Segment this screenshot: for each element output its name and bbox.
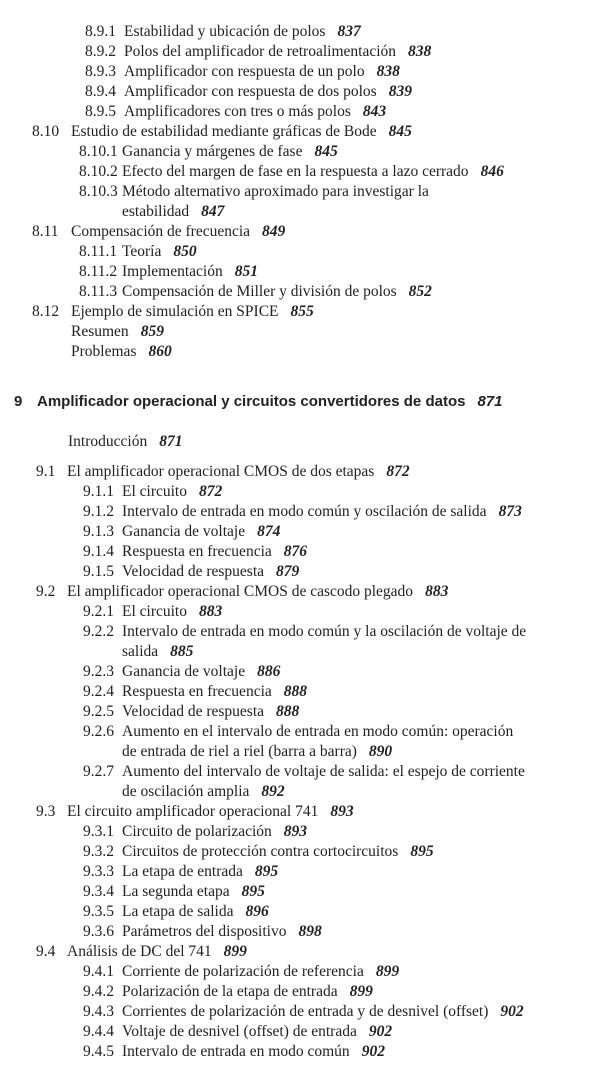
page-number: 902 xyxy=(500,1003,524,1020)
section-number: 9.2.2 xyxy=(83,623,114,640)
toc-entry xyxy=(0,142,600,162)
page-number: 846 xyxy=(480,163,504,180)
page-number: 838 xyxy=(376,63,400,80)
page-number: 883 xyxy=(199,603,223,620)
toc-entry xyxy=(0,182,600,222)
toc-entry xyxy=(0,222,600,242)
page-number: 885 xyxy=(170,643,194,660)
page-number: 843 xyxy=(362,103,387,120)
section-title: Resumen xyxy=(71,323,129,340)
section-title: Ganancia y márgenes de fase xyxy=(122,143,303,160)
page-number: 898 xyxy=(298,923,322,940)
section-title: Respuesta en frecuencia xyxy=(122,683,272,700)
section-title: Amplificador operacional y circuitos convertidores de datos xyxy=(37,393,466,410)
section-number: 9.1 xyxy=(36,463,56,480)
section-number: 8.9.1 xyxy=(85,23,116,40)
section-title-continued: de oscilación amplia xyxy=(122,783,250,800)
section-number: 9.1.4 xyxy=(83,543,114,560)
page-number: 847 xyxy=(201,203,225,220)
section-number: 9.3.6 xyxy=(83,923,114,940)
section-title: Intervalo de entrada en modo común xyxy=(122,1043,350,1060)
section-title: Aumento del intervalo de voltaje de salida: el espejo de corriente xyxy=(122,763,525,780)
toc-entry xyxy=(0,882,600,902)
page-number: 886 xyxy=(257,663,281,680)
page-number: 888 xyxy=(276,703,300,720)
toc-entry xyxy=(0,342,600,362)
section-title: Velocidad de respuesta xyxy=(122,563,265,580)
page-number: 895 xyxy=(241,883,265,900)
page-number: 890 xyxy=(368,743,393,760)
toc-entry xyxy=(0,802,600,822)
section-number: 8.10.3 xyxy=(79,183,118,200)
section-number: 9.1.5 xyxy=(83,563,114,580)
page-number: 895 xyxy=(254,863,279,880)
chapter-heading xyxy=(0,392,600,412)
section-number: 9.4.1 xyxy=(83,963,114,980)
section-title: Compensación de frecuencia xyxy=(71,223,251,240)
section-title: Aumento en el intervalo de entrada en modo común: operación xyxy=(122,723,514,740)
page-number: 895 xyxy=(410,843,434,860)
page-number: 874 xyxy=(257,523,281,540)
toc-entry xyxy=(0,22,600,42)
section-number: 8.9.5 xyxy=(85,103,116,120)
toc-entry xyxy=(0,1042,600,1062)
section-number: 9.2.4 xyxy=(83,683,114,700)
section-title: Implementación xyxy=(122,263,223,280)
page-number: 888 xyxy=(283,683,308,700)
toc-entry xyxy=(0,542,600,562)
section-title: Circuitos de protección contra cortocircuitos xyxy=(122,843,399,860)
section-title: El amplificador operacional CMOS de dos etapas xyxy=(67,463,375,480)
section-number: 9.3.3 xyxy=(83,863,114,880)
section-number: 8.9.3 xyxy=(85,63,116,80)
section-number: 8.11.2 xyxy=(79,263,118,280)
table-of-contents xyxy=(0,22,600,1062)
section-number: 9.1.1 xyxy=(83,483,114,500)
section-title: Parámetros del dispositivo xyxy=(122,923,287,940)
section-title: La etapa de salida xyxy=(122,903,234,920)
section-number: 9.2 xyxy=(36,583,56,600)
section-number: 9.2.3 xyxy=(83,663,114,680)
toc-entry xyxy=(0,432,600,452)
section-title: La segunda etapa xyxy=(122,883,230,900)
section-title: Estudio de estabilidad mediante gráficas de Bode xyxy=(71,123,377,140)
toc-entry xyxy=(0,62,600,82)
section-number: 9.4.4 xyxy=(83,1023,114,1040)
toc-entry xyxy=(0,102,600,122)
section-number: 8.11 xyxy=(32,223,59,240)
toc-entry xyxy=(0,482,600,502)
section-number: 9.2.6 xyxy=(83,723,114,740)
section-number: 9.3.2 xyxy=(83,843,114,860)
section-number: 8.9.2 xyxy=(85,43,116,60)
page-number: 845 xyxy=(314,143,338,160)
toc-entry xyxy=(0,1002,600,1022)
section-title: Intervalo de entrada en modo común y la oscilación de voltaje de xyxy=(122,623,527,640)
page-number: 851 xyxy=(234,263,258,280)
page-number: 883 xyxy=(425,583,449,600)
section-title: El circuito xyxy=(122,603,187,620)
page-number: 837 xyxy=(337,23,361,40)
page-number: 899 xyxy=(349,983,373,1000)
toc-entry xyxy=(0,242,600,262)
section-title-continued: estabilidad xyxy=(122,203,190,220)
section-number: 9.3 xyxy=(36,803,56,820)
section-number: 8.12 xyxy=(32,303,60,320)
page-number: 852 xyxy=(408,283,432,300)
section-number: 8.10 xyxy=(32,123,60,140)
toc-entry xyxy=(0,942,600,962)
section-number: 9.2.7 xyxy=(83,763,114,780)
toc-entry xyxy=(0,762,600,802)
page-number: 860 xyxy=(148,343,172,360)
page-number: 855 xyxy=(290,303,314,320)
section-number: 9 xyxy=(14,393,23,410)
section-title: Intervalo de entrada en modo común y oscilación de salida xyxy=(122,503,487,520)
page-number: 893 xyxy=(330,803,354,820)
section-title-continued: salida xyxy=(122,643,159,660)
page-number: 850 xyxy=(173,243,197,260)
toc-entry xyxy=(0,682,600,702)
page-number: 859 xyxy=(140,323,164,340)
toc-entry xyxy=(0,722,600,762)
toc-entry xyxy=(0,282,600,302)
toc-entry xyxy=(0,902,600,922)
page-number: 871 xyxy=(477,393,503,410)
section-title: Velocidad de respuesta xyxy=(122,703,265,720)
page-number: 872 xyxy=(386,463,410,480)
section-number: 9.4 xyxy=(36,943,56,960)
page-number: 893 xyxy=(283,823,308,840)
page-number: 896 xyxy=(245,903,269,920)
page-number: 892 xyxy=(261,783,285,800)
section-title: Estabilidad y ubicación de polos xyxy=(124,23,326,40)
page-number: 879 xyxy=(276,563,300,580)
page-number: 845 xyxy=(388,123,412,140)
toc-entry xyxy=(0,822,600,842)
section-title: Teoría xyxy=(122,243,162,260)
section-title: Problemas xyxy=(71,343,137,360)
section-number: 8.11.1 xyxy=(79,243,118,260)
section-number: 9.3.4 xyxy=(83,883,114,900)
section-title: Amplificador con respuesta de un polo xyxy=(124,63,365,80)
section-title-continued: de entrada de riel a riel (barra a barra) xyxy=(122,743,357,760)
toc-entry xyxy=(0,622,600,662)
section-title: Respuesta en frecuencia xyxy=(122,543,272,560)
section-number: 9.4.3 xyxy=(83,1003,114,1020)
page-number: 876 xyxy=(283,543,308,560)
section-number: 8.11.3 xyxy=(79,283,118,300)
section-number: 9.2.5 xyxy=(83,703,114,720)
toc-entry xyxy=(0,82,600,102)
page-number: 839 xyxy=(388,83,412,100)
section-title: El circuito xyxy=(122,483,187,500)
section-title: Polos del amplificador de retroalimentación xyxy=(124,43,397,60)
page-number: 899 xyxy=(223,943,247,960)
page-number: 838 xyxy=(408,43,432,60)
toc-entry xyxy=(0,1022,600,1042)
section-title: Voltaje de desnivel (offset) de entrada xyxy=(122,1023,357,1040)
page-number: 902 xyxy=(361,1043,385,1060)
toc-entry xyxy=(0,862,600,882)
section-title: Ejemplo de simulación en SPICE xyxy=(71,303,279,320)
section-title: Ganancia de voltaje xyxy=(122,523,246,540)
toc-entry xyxy=(0,842,600,862)
toc-entry xyxy=(0,982,600,1002)
section-title: Análisis de DC del 741 xyxy=(67,943,212,960)
section-number: 9.1.2 xyxy=(83,503,114,520)
section-number: 9.2.1 xyxy=(83,603,114,620)
page-number: 902 xyxy=(368,1023,393,1040)
toc-entry xyxy=(0,42,600,62)
toc-entry xyxy=(0,122,600,142)
section-title: Amplificador con respuesta de dos polos xyxy=(124,83,377,100)
section-title: Ganancia de voltaje xyxy=(122,663,246,680)
section-number: 8.10.2 xyxy=(79,163,118,180)
section-title: Circuito de polarización xyxy=(122,823,272,840)
toc-entry xyxy=(0,502,600,522)
section-number: 9.1.3 xyxy=(83,523,114,540)
section-number: 9.4.5 xyxy=(83,1043,114,1060)
toc-entry xyxy=(0,262,600,282)
toc-entry xyxy=(0,922,600,942)
toc-entry xyxy=(0,302,600,322)
toc-entry xyxy=(0,962,600,982)
toc-entry xyxy=(0,322,600,342)
toc-entry xyxy=(0,522,600,542)
toc-entry xyxy=(0,162,600,182)
section-number: 9.3.5 xyxy=(83,903,114,920)
page-number: 899 xyxy=(375,963,400,980)
toc-entry xyxy=(0,702,600,722)
toc-entry xyxy=(0,662,600,682)
section-title: Introducción xyxy=(68,433,148,450)
toc-entry xyxy=(0,562,600,582)
section-title: Corriente de polarización de referencia xyxy=(122,963,364,980)
section-number: 8.10.1 xyxy=(79,143,118,160)
section-title: Compensación de Miller y división de polos xyxy=(122,283,397,300)
section-number: 8.9.4 xyxy=(85,83,116,100)
section-title: Polarización de la etapa de entrada xyxy=(122,983,338,1000)
toc-entry xyxy=(0,462,600,482)
section-title: La etapa de entrada xyxy=(122,863,243,880)
page-number: 873 xyxy=(498,503,522,520)
section-title: El amplificador operacional CMOS de cascodo plegado xyxy=(67,583,414,600)
toc-entry xyxy=(0,582,600,602)
section-title: Método alternativo aproximado para investigar la xyxy=(122,183,429,200)
page-number: 872 xyxy=(199,483,223,500)
section-title: Corrientes de polarización de entrada y de desnivel (offset) xyxy=(122,1003,489,1020)
page-number: 849 xyxy=(262,223,286,240)
section-title: Amplificadores con tres o más polos xyxy=(124,103,351,120)
section-title: El circuito amplificador operacional 741 xyxy=(67,803,319,820)
section-number: 9.4.2 xyxy=(83,983,114,1000)
section-title: Efecto del margen de fase en la respuesta a lazo cerrado xyxy=(122,163,469,180)
page-number: 871 xyxy=(159,433,183,450)
section-number: 9.3.1 xyxy=(83,823,114,840)
toc-entry xyxy=(0,602,600,622)
